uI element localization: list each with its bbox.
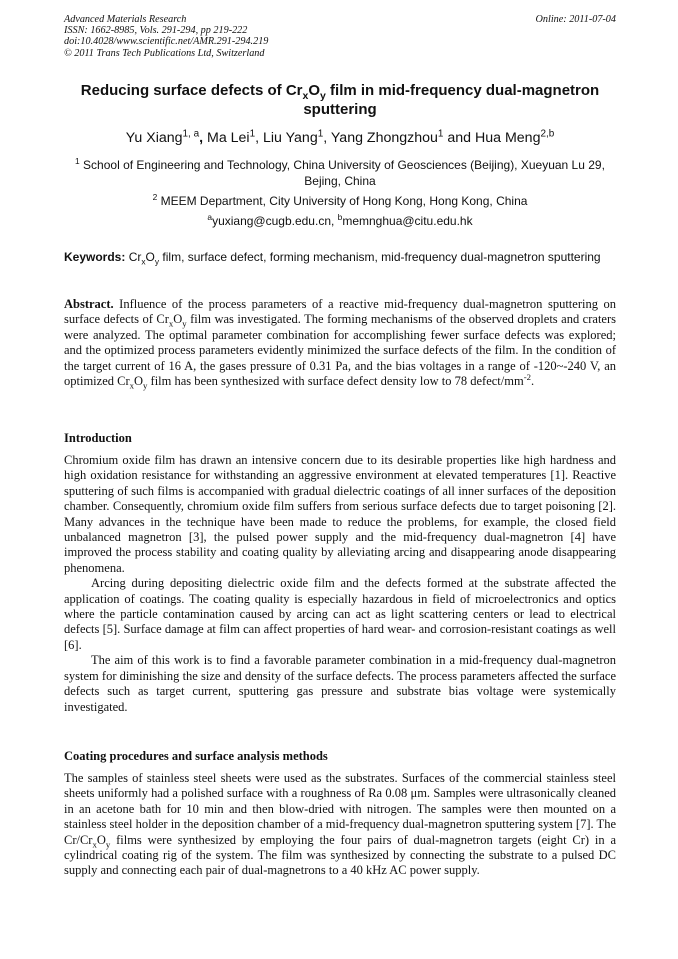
affiliation-1 (64, 158, 616, 189)
author-affiliation-mark: 1, a (182, 128, 200, 140)
keywords-text: Cr (125, 250, 142, 264)
affiliation-text: School of Engineering and Technology, China University of Geosciences (Beijing), Xueyuan Lu 29, Bejing, China (79, 158, 605, 188)
issn-line: ISSN: 1662-8985, Vols. 291-294, pp 219-222 (64, 25, 248, 37)
paragraph: Arcing during depositing dielectric oxide film and the defects formed at the substrate affected the application of coatings. The coating quality is especially hazardous in field of microelectronics and optics where the particle contamination caused by arcing can act as light scattering centers or lead to electrical defects [5]. Surface damage at film can affect properties of hard wear- and corrosion-resistant coatings as well [6]. (64, 576, 616, 652)
online-date: Online: 2011-07-04 (535, 14, 616, 25)
author-affiliation-mark: 1 (249, 128, 256, 140)
email-mark: b (337, 212, 343, 222)
abstract-subscript: y (182, 318, 187, 329)
abstract-text: . (530, 374, 535, 389)
author-affiliation-mark: 1 (317, 128, 324, 140)
section-heading-introduction: Introduction (64, 431, 132, 445)
abstract-superscript: -2 (523, 371, 531, 382)
abstract-text: O (134, 374, 144, 389)
keywords-text: O (145, 250, 155, 264)
title-text: Reducing surface defects of Cr (80, 82, 303, 99)
paragraph-text: O (96, 832, 106, 847)
abstract-text: film was investigated. The forming mechanisms of the observed droplets and craters were analyzed. The optimal parameter combination for accomplishing fewer surface defects was explored; and the optimized process parameters evidently minimized the surface defects of the film. In the condition of the target current of 16 A, the gases pressure of 0.31 Pa, and the bias voltages in a range of -120~-240 V, an optimized Cr (64, 312, 616, 389)
title-subscript: x (302, 90, 309, 102)
author-affiliation-mark: 1 (437, 128, 444, 140)
title-text: film in mid-frequency dual-magnetron sputtering (303, 82, 600, 118)
abstract-subscript: x (168, 318, 174, 329)
abstract-subscript: x (129, 380, 134, 391)
author-conjunction: and (443, 130, 475, 146)
section-heading-coating: Coating procedures and surface analysis methods (64, 749, 328, 763)
email-address: yuxiang@cugb.edu.cn, (212, 214, 338, 228)
introduction-body (64, 453, 616, 715)
paragraph: The aim of this work is to find a favorable parameter combination in a mid-frequency dual-magnetron system for diminishing the size and density of the surface defects. The process parameters affected the surface defects such as target current, sputtering gas pressure and substrate bias voltage were systemically investigated. (64, 653, 616, 714)
abstract-label: Abstract. (64, 297, 114, 311)
paragraph-subscript: x (92, 839, 97, 850)
author-name: Hua Meng (475, 130, 541, 146)
author-name: Yang Zhongzhou (330, 130, 438, 146)
abstract-subscript: y (143, 380, 148, 391)
affiliation-mark: 1 (75, 156, 80, 166)
keywords-text: film, surface defect, forming mechanism, mid-frequency dual-magnetron sputtering (159, 250, 601, 264)
title-subscript: y (320, 90, 326, 102)
email-address: memnghua@citu.edu.hk (342, 214, 473, 228)
keywords-subscript: x (141, 256, 146, 267)
title-text: O (308, 82, 321, 99)
author-list: Yu Xiang$^{1, a}$, Ma Lei$^1$, Liu Yang$^1$, Yang Zhongzhou$^1$ and Hua Meng$^{2,b}$ (125, 128, 555, 146)
paragraph-text: The samples of stainless steel sheets were used as the substrates. Surfaces of the commercial stainless steel sheets uniformly had a polished surface with a roughness of Ra 0.08 μm. Samples were ultrasonically cleaned in an acetone bath for 10 min and then blow-dried with nitrogen. The samples were then mounted on a stainless steel holder in the deposition chamber of a mid-frequency dual-magnetron sputtering system [7]. The Cr/Cr (64, 771, 616, 847)
affiliation-text: MEEM Department, City University of Hong Kong, Hong Kong, China (157, 194, 528, 208)
paragraph-subscript: y (105, 839, 111, 850)
author-name: Liu Yang (263, 130, 318, 146)
email-line (64, 214, 616, 229)
paragraph-text: films were synthesized by employing the four pairs of dual-magnetron targets (eight Cr) in a cylindrical coating rig of the system. The film was synthesized by connecting the substrate to a pulsed DC supply and connecting each pair of dual-magnetrons to a 40 kHz AC power supply. (64, 832, 616, 878)
abstract (64, 297, 616, 389)
author-name: Yu Xiang (125, 130, 183, 146)
keywords-subscript: y (154, 256, 160, 267)
author-name: Ma Lei (207, 130, 250, 146)
affiliation-2 (64, 194, 616, 209)
paper-title (64, 81, 616, 119)
doi-line: doi:10.4028/www.scientific.net/AMR.291-294.219 (64, 36, 269, 48)
copyright-line: © 2011 Trans Tech Publications Ltd, Switzerland (64, 47, 265, 59)
keywords-label: Keywords: (64, 250, 126, 264)
journal-name: Advanced Materials Research (64, 14, 187, 25)
abstract-text: Influence of the process parameters of a reactive mid-frequency dual-magnetron sputtering on surface defects of Cr (64, 297, 616, 327)
email-mark: a (207, 212, 213, 222)
author-affiliation-mark: 2,b (540, 128, 555, 140)
journal-header (64, 14, 616, 59)
affiliation-mark: 2 (152, 192, 158, 202)
paragraph: Chromium oxide film has drawn an intensive concern due to its desirable properties like high hardness and high oxidation resistance for withstanding an aggressive environment at elevated temperatures [1]. Reactive sputtering of such films is accompanied with gradual dielectric coatings of all inner surfaces of the deposition chamber. Consequently, chromium oxide film suffers from serious surface defects due to target poisoning [2]. Many advances in the technique have been made to reduce the problems, for example, the closed field unbalanced magnetron [3], the pulsed power supply and the mid-frequency dual-magnetron [4] have improved the process stability and coating quality by alleviating arcing and disappearing anode disappearing phenomena. (64, 453, 616, 575)
abstract-text: film has been synthesized with surface defect density low to 78 defect/mm (147, 374, 524, 389)
coating-body (64, 771, 616, 879)
paragraph (64, 771, 616, 879)
abstract-text: O (173, 312, 183, 327)
keywords (64, 250, 616, 266)
